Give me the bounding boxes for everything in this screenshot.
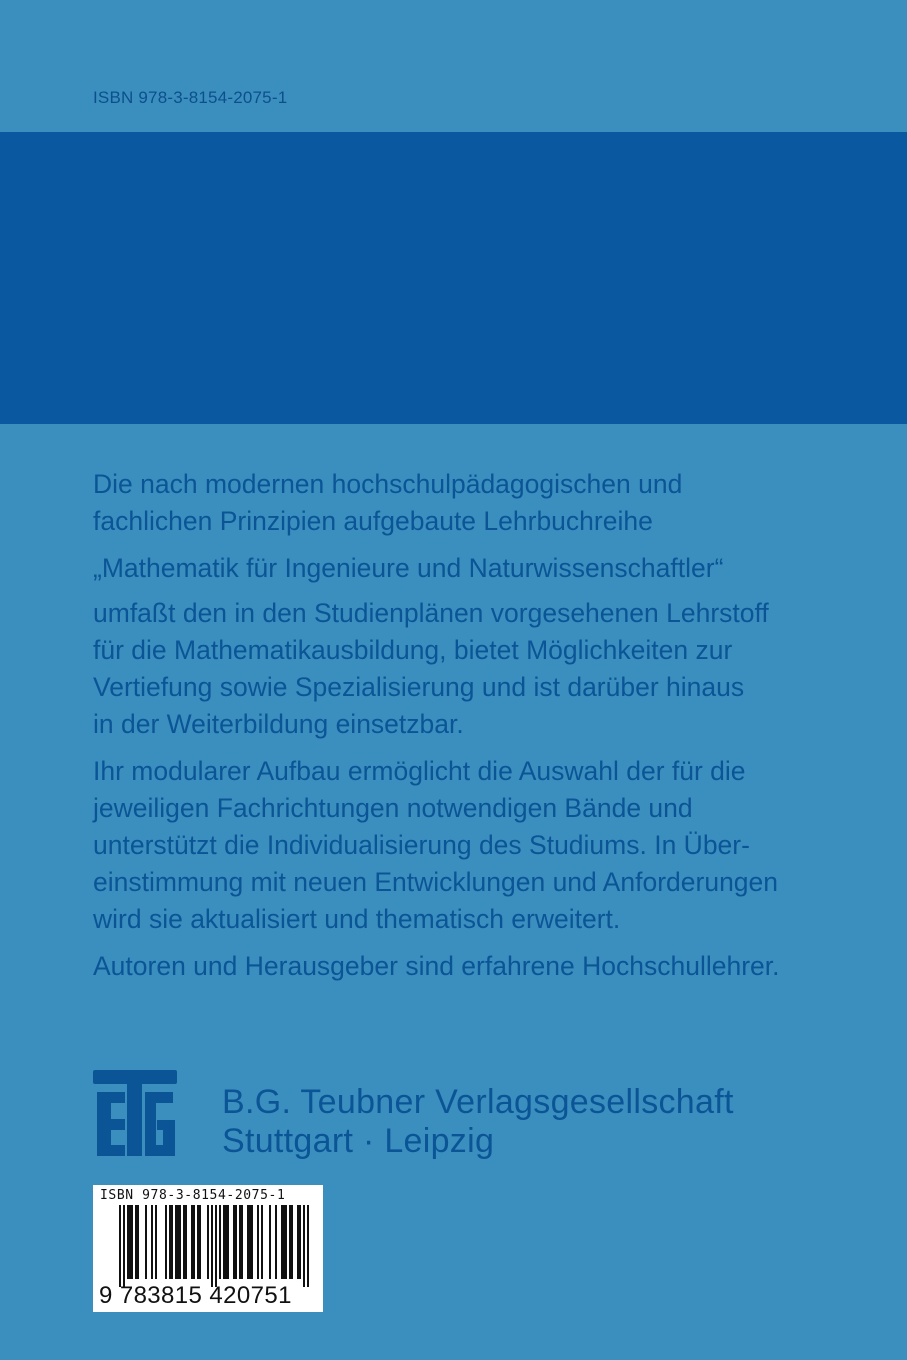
- barcode-bar: [275, 1205, 277, 1279]
- barcode-bar: [119, 1205, 121, 1287]
- barcode-bar: [177, 1205, 179, 1279]
- barcode-bar: [303, 1205, 305, 1287]
- barcode-bar: [297, 1205, 299, 1279]
- barcode-bar: [207, 1205, 209, 1279]
- barcode-bar: [285, 1205, 287, 1279]
- barcode-bar: [261, 1205, 263, 1279]
- barcode-ean-digits: 9 783815 420751: [99, 1282, 292, 1309]
- barcode-bar: [127, 1205, 129, 1279]
- barcode-isbn-label: ISBN 978-3-8154-2075-1: [100, 1188, 286, 1203]
- blurb-line: für die Mathematikausbildung, bietet Möglichkeiten zur: [93, 635, 733, 665]
- blurb-line: Autoren und Herausgeber sind erfahrene Hochschullehrer.: [93, 951, 780, 981]
- blurb-line: unterstützt die Individualisierung des Studiums. In Über-: [93, 830, 750, 860]
- barcode-bar: [235, 1205, 237, 1279]
- barcode-bar: [191, 1205, 193, 1279]
- blurb-line: umfaßt den in den Studienplänen vorgesehenen Lehrstoff: [93, 598, 769, 628]
- barcode-bar: [225, 1205, 227, 1279]
- barcode-bar: [165, 1205, 167, 1279]
- blurb-line: Die nach modernen hochschulpädagogischen und: [93, 469, 683, 499]
- barcode-bar: [249, 1205, 251, 1279]
- barcode-bar: [223, 1205, 225, 1279]
- barcode-bar: [215, 1205, 217, 1287]
- blurb-line: fachlichen Prinzipien aufgebaute Lehrbuchreihe: [93, 506, 653, 536]
- blurb-paragraph-1: [93, 466, 863, 540]
- blurb-line: einstimmung mit neuen Entwicklungen und Anforderungen: [93, 867, 779, 897]
- barcode-bar: [129, 1205, 131, 1279]
- barcode-bar: [257, 1205, 259, 1279]
- barcode-bar: [137, 1205, 139, 1279]
- barcode-bar: [179, 1205, 181, 1279]
- barcode-bar: [151, 1205, 153, 1279]
- blurb-line: Vertiefung sowie Spezialisierung und ist darüber hinaus: [93, 672, 745, 702]
- barcode-bar: [283, 1205, 285, 1279]
- barcode-bar: [199, 1205, 201, 1279]
- barcode-bar: [289, 1205, 291, 1279]
- teubner-tg-logo-icon: [93, 1070, 177, 1156]
- barcode-bar: [291, 1205, 293, 1279]
- barcode-bar: [185, 1205, 187, 1279]
- barcode-bar: [241, 1205, 243, 1279]
- barcode-bar: [155, 1205, 157, 1279]
- barcode-bar: [299, 1205, 301, 1279]
- publisher-block: [222, 1083, 734, 1161]
- barcode-bar: [219, 1205, 221, 1279]
- publisher-location: Stuttgart · Leipzig: [222, 1122, 495, 1160]
- barcode-bar: [175, 1205, 177, 1279]
- barcode-bar: [227, 1205, 229, 1279]
- barcode-bar: [145, 1205, 147, 1279]
- barcode-bar: [233, 1205, 235, 1279]
- isbn-top: ISBN 978-3-8154-2075-1: [93, 88, 288, 107]
- blurb-line: Ihr modularer Aufbau ermöglicht die Auswahl der für die: [93, 756, 746, 786]
- barcode-bar: [307, 1205, 309, 1287]
- blurb-line: in der Weiterbildung einsetzbar.: [93, 709, 464, 739]
- publisher-name: B.G. Teubner Verlagsgesellschaft: [222, 1083, 734, 1121]
- title-band: [0, 132, 907, 424]
- barcode-bar: [123, 1205, 125, 1287]
- barcode-bar: [197, 1205, 199, 1279]
- barcode-bar: [281, 1205, 283, 1279]
- barcode-bar: [251, 1205, 253, 1279]
- barcode-bar: [169, 1205, 171, 1279]
- blurb-paragraph-4: [93, 948, 863, 985]
- barcode-bar: [135, 1205, 137, 1279]
- blurb-paragraph-3: [93, 753, 863, 938]
- barcode-bar: [269, 1205, 271, 1279]
- barcode-bar: [131, 1205, 133, 1279]
- barcode-bar: [183, 1205, 185, 1279]
- blurb-line: jeweiligen Fachrichtungen notwendigen Bände und: [93, 793, 693, 823]
- barcode-bar: [193, 1205, 195, 1279]
- barcode-bar: [211, 1205, 213, 1287]
- blurb-paragraph-2: [93, 595, 863, 743]
- blurb-line: wird sie aktualisiert und thematisch erweitert.: [93, 904, 621, 934]
- back-cover-blurb: [93, 466, 863, 995]
- barcode-bar: [239, 1205, 241, 1279]
- barcode-box: [93, 1185, 323, 1312]
- barcode-bar: [171, 1205, 173, 1279]
- series-title: „Mathematik für Ingenieure und Naturwissenschaftler“: [93, 553, 724, 583]
- barcode-bar: [247, 1205, 249, 1279]
